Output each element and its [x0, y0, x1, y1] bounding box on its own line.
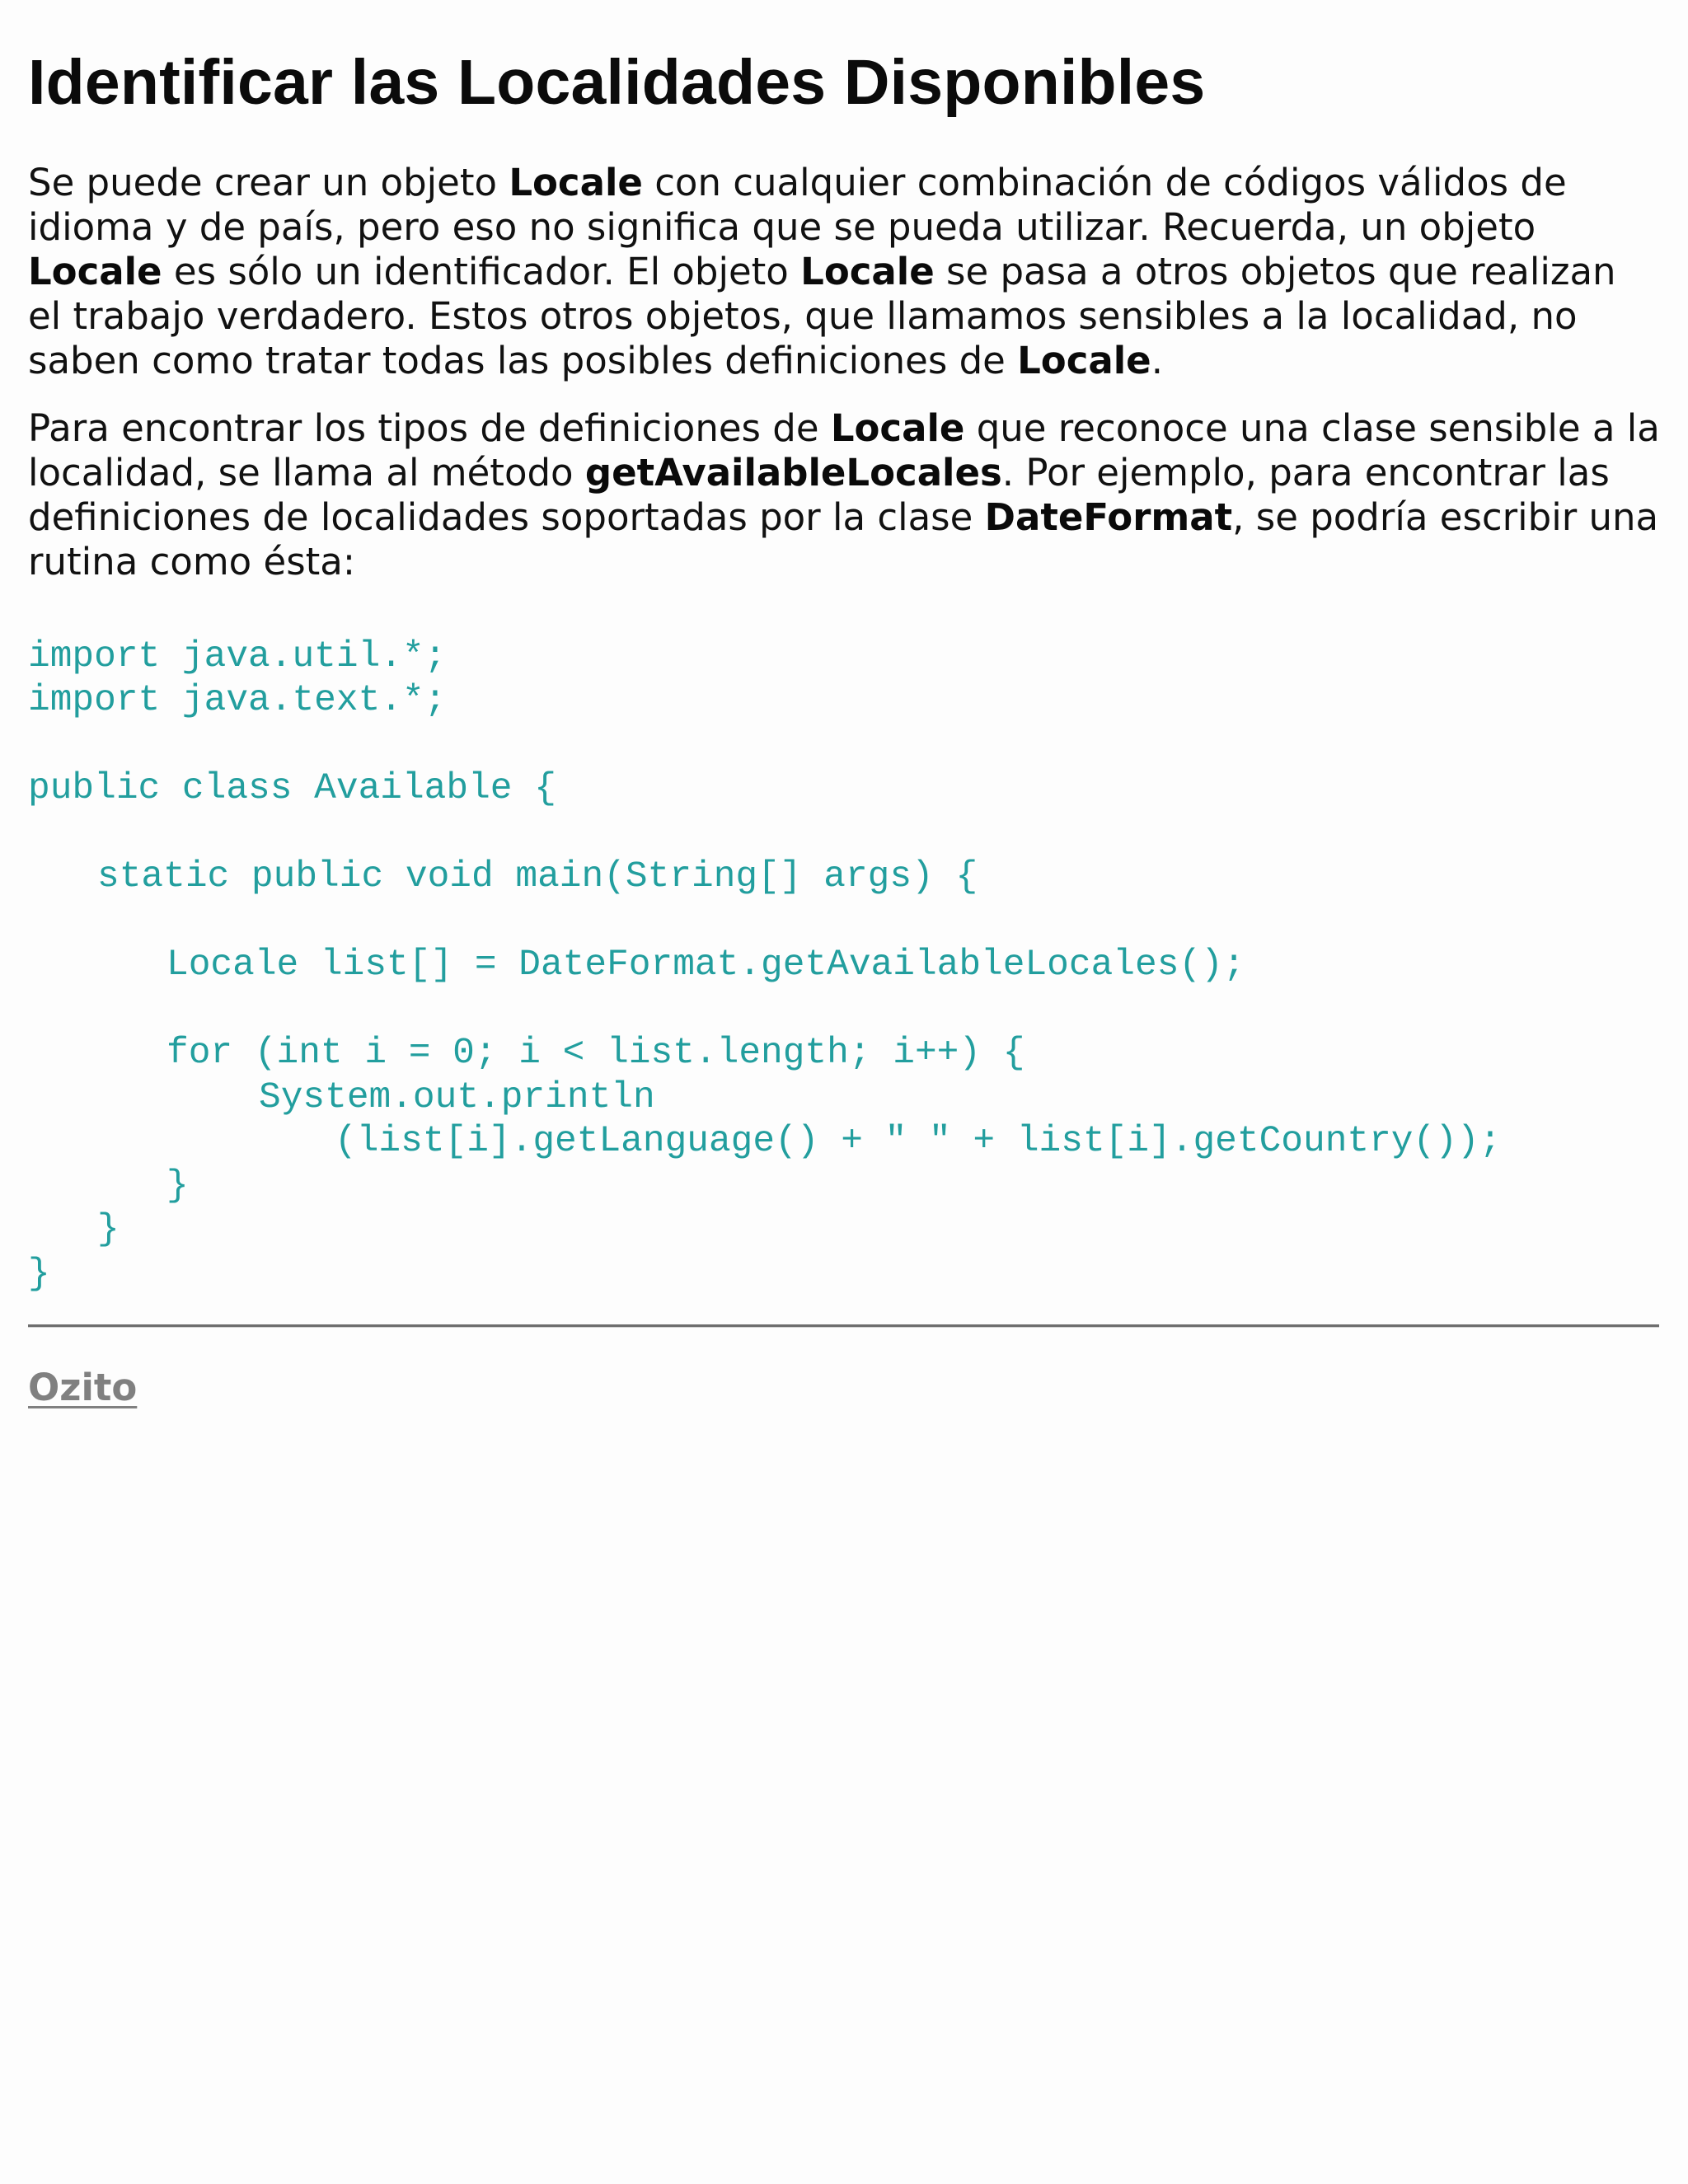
bold-term-class: DateFormat [984, 494, 1233, 539]
paragraph-text: es sólo un identificador. El objeto [162, 249, 801, 293]
paragraph-text: se pasa a otros objetos que realizan el trabajo verdadero. Estos otros objetos, que llamamos sensibles a la localidad, no saben como tratar todas las posibles definiciones de [28, 249, 1616, 382]
bold-term-locale: Locale [509, 160, 643, 204]
paragraph-text: Se puede crear un objeto [28, 160, 509, 204]
page-title: Identificar las Localidades Disponibles [28, 47, 1206, 118]
code-line: import java.util.*; [28, 635, 447, 677]
code-line: System.out.println [259, 1076, 655, 1118]
horizontal-divider [28, 1324, 1659, 1328]
bold-term-locale: Locale [1017, 338, 1151, 382]
code-line-blank [28, 900, 1660, 944]
paragraph-text: . Por ejemplo, para encontrar las definiciones de localidades soportadas por la clase [28, 450, 1610, 539]
code-line: } [28, 1253, 50, 1295]
explanation-paragraph [28, 406, 1660, 584]
ozito-link[interactable]: Ozito [28, 1366, 138, 1410]
paragraph-text: Para encontrar los tipos de definiciones de [28, 405, 831, 450]
code-line-blank [28, 988, 1660, 1033]
code-line: Locale list[] = DateFormat.getAvailableLocales(); [166, 944, 1245, 987]
code-line: for (int i = 0; i < list.length; i++) { [166, 1033, 1025, 1075]
paragraph-text: . [1151, 338, 1164, 382]
code-line-blank [28, 812, 1660, 856]
code-line: } [166, 1165, 189, 1207]
code-line: import java.text.*; [28, 680, 447, 722]
paragraph-text: , se podría escribir una rutina como ésta: [28, 494, 1659, 583]
code-line: } [97, 1209, 120, 1251]
paragraph-text: que reconoce una clase sensible a la localidad, se llama al método [28, 405, 1660, 494]
code-line: static public void main(String[] args) { [97, 856, 978, 898]
bold-term-locale: Locale [800, 249, 935, 293]
paragraph-text: con cualquier combinación de códigos válidos de idioma y de país, pero eso no significa que se pueda utilizar. Recuerda, un objeto [28, 160, 1567, 249]
bold-term-locale: Locale [830, 405, 965, 450]
code-line: (list[i].getLanguage() + " " + list[i].getCountry()); [335, 1121, 1502, 1163]
code-block [28, 635, 1660, 1297]
bold-term-method: getAvailableLocales [584, 450, 1002, 494]
intro-paragraph [28, 161, 1660, 383]
code-line-blank [28, 724, 1660, 768]
code-line: public class Available { [28, 768, 556, 810]
bold-term-locale: Locale [28, 249, 162, 293]
